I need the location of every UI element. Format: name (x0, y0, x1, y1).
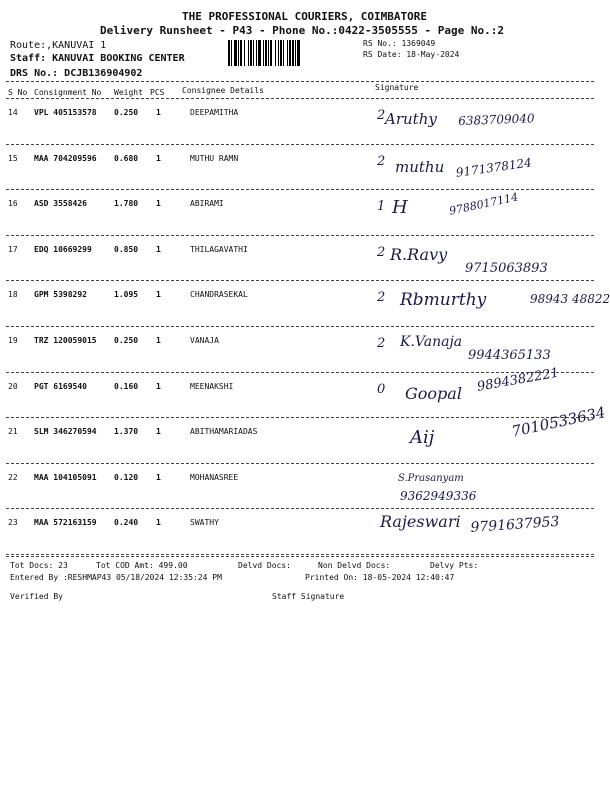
row-weight: 0.850 (114, 244, 139, 254)
row-consignment: MAA 104105091 (34, 472, 97, 482)
row-pcs: 1 (156, 153, 161, 163)
row-sig-phone: 98943 48822 (530, 292, 610, 307)
tot-cod: Tot COD Amt: 499.00 (96, 561, 188, 570)
row-sig-mark: 0 (377, 381, 386, 397)
row-consignment: MAA 704209596 (34, 153, 97, 163)
row-sig-name: Goopal (405, 383, 462, 403)
row-consignee: MEENAKSHI (190, 381, 234, 391)
row-weight: 0.120 (114, 472, 139, 482)
company-title: THE PROFESSIONAL COURIERS, COIMBATORE (182, 10, 428, 23)
staff-label: Staff: KANUVAI BOOKING CENTER (10, 53, 185, 64)
row-consignee: CHANDRASEKAL (190, 290, 248, 300)
row-sig-mark: 2 (377, 244, 386, 260)
row-sig-phone: 9715063893 (465, 260, 548, 276)
row-sig-phone: 6383709040 (458, 111, 535, 128)
row-weight: 1.370 (114, 427, 139, 437)
row-sno: 21 (8, 427, 18, 437)
table-row (0, 403, 608, 465)
row-pcs: 1 (156, 244, 161, 254)
row-consignee: THILAGAVATHI (190, 244, 248, 254)
row-weight: 1.095 (114, 290, 139, 300)
row-consignee: MOHANASREE (190, 472, 239, 482)
col-signature: Signature (375, 83, 419, 92)
row-sig-phone: 9171378124 (455, 154, 533, 180)
row-sno: 23 (8, 518, 18, 528)
runsheet-title: Delivery Runsheet - P43 - Phone No.:0422-3505555 - Page No.:2 (100, 24, 504, 37)
row-consignee: SWATHY (190, 518, 219, 528)
row-sig-name: muthu (395, 157, 445, 176)
table-row (0, 191, 600, 237)
row-sno: 16 (8, 199, 18, 209)
header-rule-bottom (6, 98, 594, 99)
row-sig-phone: 9788017114 (448, 190, 520, 218)
row-sno: 17 (8, 244, 18, 254)
row-consignment: ASD 3558426 (34, 199, 87, 209)
row-consignee: ABIRAMI (190, 199, 224, 209)
row-consignment: VPL 405153578 (34, 108, 97, 117)
row-sig-phone: 9944365133 (468, 348, 551, 363)
row-weight: 0.240 (114, 518, 139, 528)
row-sig-name: K.Vanaja (400, 334, 463, 350)
row-sig-phone: 9894382221 (476, 365, 561, 395)
col-weight: Weight (114, 88, 143, 97)
rs-number: RS No.: 1369049 (363, 39, 436, 48)
row-weight: 0.250 (114, 108, 139, 117)
row-pcs: 1 (156, 199, 161, 209)
row-sig-mark: 2 (377, 336, 386, 351)
route-label: Route:,KANUVAI 1 (10, 40, 107, 51)
row-sig-name: H (392, 197, 408, 219)
table-row (0, 237, 600, 283)
footer-rule (6, 556, 594, 557)
row-pcs: 1 (156, 108, 161, 117)
col-consignment: Consignment No (34, 88, 102, 97)
row-sig-mark: 1 (377, 199, 386, 215)
non-delvd-docs: Non Delvd Docs: (318, 561, 391, 570)
row-sig-name: Aij (410, 427, 435, 449)
row-divider (6, 463, 594, 464)
row-consignment: EDQ 10669299 (34, 244, 92, 254)
col-pcs: PCS (150, 88, 165, 97)
row-consignment: TRZ 120059015 (34, 336, 97, 345)
header-rule-top (6, 81, 594, 82)
row-sno: 20 (8, 381, 18, 391)
table-row (0, 100, 600, 146)
row-sno: 18 (8, 290, 18, 300)
row-weight: 0.250 (114, 336, 139, 345)
row-pcs: 1 (156, 427, 161, 437)
row-pcs: 1 (156, 518, 161, 528)
row-sig-name: Rbmurthy (400, 290, 487, 311)
row-divider (6, 235, 594, 236)
printed-on: Printed On: 18-05-2024 12:40:47 (305, 573, 455, 582)
row-sig-name: S.Prasanyam (398, 472, 464, 484)
row-sig-phone: 7010533634 (510, 403, 608, 441)
row-sno: 19 (8, 336, 18, 345)
row-divider (6, 189, 594, 190)
entered-by: Entered By :RESHMAP43 05/18/2024 12:35:24 PM (10, 573, 222, 582)
table-row (0, 365, 600, 420)
row-divider (6, 417, 594, 418)
row-weight: 0.680 (114, 153, 139, 163)
row-sig-phone: 9791637953 (470, 514, 560, 537)
row-consignee: DEEPAMITHA (190, 108, 239, 117)
row-divider (6, 554, 594, 555)
row-sno: 22 (8, 472, 18, 482)
row-sno: 14 (8, 108, 18, 117)
table-row (0, 465, 600, 511)
delvd-docs: Delvd Docs: (238, 561, 291, 570)
row-weight: 0.160 (114, 381, 139, 391)
row-divider (6, 372, 594, 373)
row-sig-mark: 2 (377, 108, 386, 123)
row-pcs: 1 (156, 336, 161, 345)
row-consignment: SLM 346270594 (34, 427, 97, 437)
row-sig-mark: 2 (377, 153, 386, 169)
table-row (0, 328, 600, 374)
row-sig-phone: 9362949336 (400, 488, 477, 503)
col-sno: S No (8, 88, 28, 97)
delvy-pts: Delvy Pts: (430, 561, 479, 570)
row-sno: 15 (8, 153, 18, 163)
rs-date: RS Date: 18-May-2024 (363, 50, 460, 59)
drs-number: DRS No.: DCJB136904902 (10, 68, 143, 79)
row-sig-name: R.Ravy (390, 244, 448, 264)
staff-signature: Staff Signature (272, 592, 345, 601)
row-pcs: 1 (156, 381, 161, 391)
row-consignee: MUTHU RAMN (190, 153, 239, 163)
row-consignment: MAA 572163159 (34, 518, 97, 528)
row-consignee: ABITHAMARIADAS (190, 427, 258, 437)
tot-docs: Tot Docs: 23 (10, 561, 68, 570)
row-weight: 1.780 (114, 199, 139, 209)
barcode (228, 40, 358, 66)
row-divider (6, 326, 594, 327)
table-row (0, 146, 600, 192)
row-consignment: GPM 5398292 (34, 290, 87, 300)
row-pcs: 1 (156, 290, 161, 300)
row-pcs: 1 (156, 472, 161, 482)
row-divider (6, 144, 594, 145)
table-row (0, 282, 610, 328)
row-divider (6, 508, 594, 509)
verified-by: Verified By (10, 592, 63, 601)
row-consignment: PGT 6169540 (34, 381, 87, 391)
row-divider (6, 280, 594, 281)
col-consignee: Consignee Details (182, 86, 264, 95)
row-sig-mark: 2 (377, 290, 386, 306)
row-sig-name: Aruthy (385, 110, 437, 128)
row-sig-name: Rajeswari (380, 512, 461, 532)
table-row (0, 510, 600, 556)
row-consignee: VANAJA (190, 336, 219, 345)
